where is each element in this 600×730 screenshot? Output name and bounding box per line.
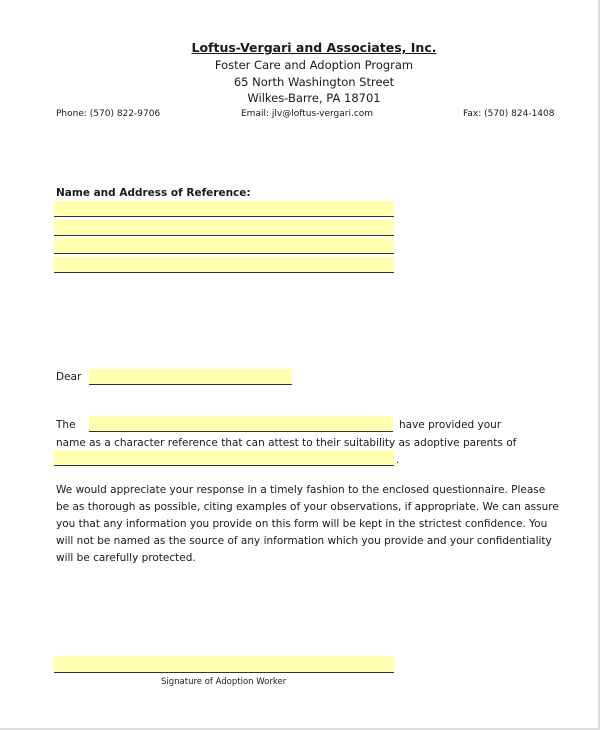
family-name-field[interactable] xyxy=(89,416,393,432)
dear-label: Dear xyxy=(56,371,82,383)
reference-line-3[interactable] xyxy=(54,238,394,254)
paragraph-line: you that any information you provide on this form will be kept in the strictest confidence. You xyxy=(56,518,548,530)
signature-field[interactable] xyxy=(54,656,394,673)
program-name: Foster Care and Adoption Program xyxy=(214,58,414,72)
phone-number: Phone: (570) 822-9706 xyxy=(56,109,161,119)
company-name: Loftus-Vergari and Associates, Inc. xyxy=(191,40,437,55)
dear-name-field[interactable] xyxy=(89,369,292,385)
paragraph-line: will not be named as the source of any information which you provide and your confidentiality xyxy=(56,535,552,547)
fax-number: Fax: (570) 824-1408 xyxy=(463,109,555,119)
reference-label: Name and Address of Reference: xyxy=(56,187,251,199)
reference-line-2[interactable] xyxy=(54,220,394,236)
reference-line-4[interactable] xyxy=(54,257,394,273)
paragraph-line: be as thorough as possible, citing examples of your observations, if appropriate. We can assure xyxy=(56,501,559,513)
the-label: The xyxy=(56,419,76,431)
paragraph-line: We would appreciate your response in a timely fashion to the enclosed questionnaire. Please xyxy=(56,484,546,496)
street-address: 65 North Washington Street xyxy=(233,75,395,89)
request-paragraph xyxy=(56,482,559,567)
signature-caption: Signature of Adoption Worker xyxy=(161,677,287,687)
paragraph-line: will be carefully protected. xyxy=(56,552,196,564)
child-name-field[interactable] xyxy=(54,450,394,466)
reference-statement: name as a character reference that can attest to their suitability as adoptive parents of xyxy=(56,437,517,449)
email-address: Email: jlv@loftus-vergari.com xyxy=(241,109,374,119)
city-state-zip: Wilkes-Barre, PA 18701 xyxy=(247,91,381,105)
reference-line-1[interactable] xyxy=(54,201,394,217)
have-provided-text: have provided your xyxy=(399,419,502,431)
sentence-period: . xyxy=(396,454,400,466)
